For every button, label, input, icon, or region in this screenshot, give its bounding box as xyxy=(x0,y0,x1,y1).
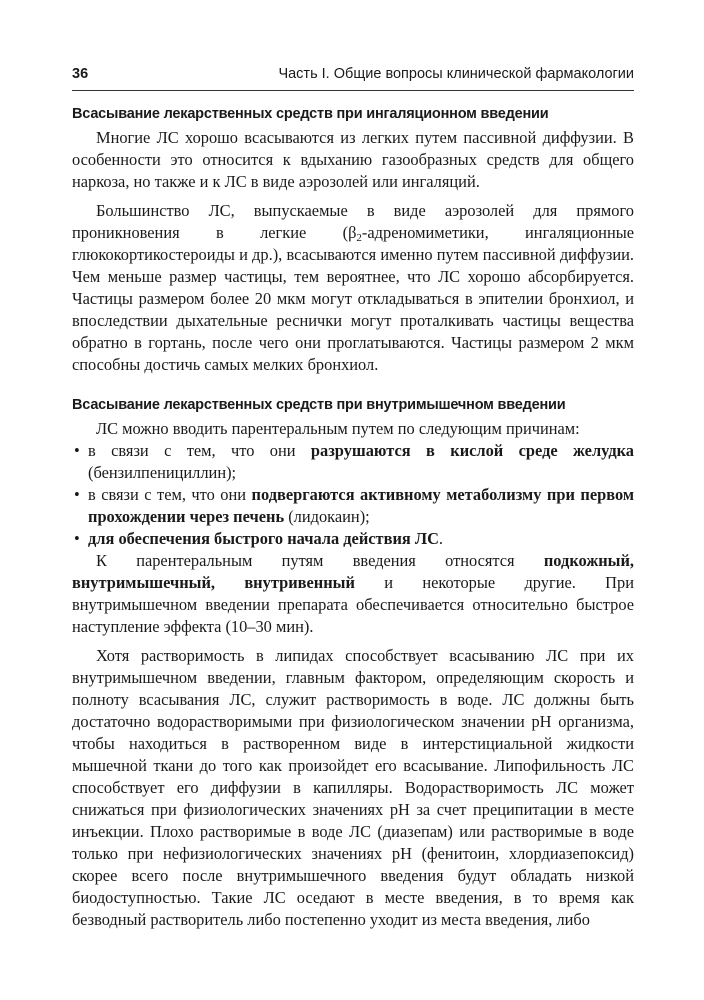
running-title: Часть I. Общие вопросы клинической фармакологии xyxy=(278,66,634,82)
list-item: • в связи с тем, что они разрушаются в кислой среде желудка (бензилпенициллин); xyxy=(72,440,634,484)
paragraph: ЛС можно вводить парентеральным путем по следующим причинам: xyxy=(96,419,580,438)
list-item: • для обеспечения быстрого начала действия ЛС. xyxy=(72,528,634,550)
section-heading-inhalation: Всасывание лекарственных средств при ингаляционном введении xyxy=(72,106,549,122)
paragraph: К парентеральным путям введения относятся подкожный, внутримышечный, внутривенный и некоторые другие. При внутримышечном введении препарата обеспечивается относительно быстрое наступление эффекта (10–30 мин). xyxy=(72,551,634,636)
reasons-list xyxy=(72,440,634,550)
page-number: 36 xyxy=(72,66,89,82)
paragraph: Многие ЛС хорошо всасываются из легких путем пассивной диффузии. В особенности это относится к вдыханию газообразных средств для общего наркоза, но также и к ЛС в виде аэрозолей или ингаляций. xyxy=(72,128,634,191)
page-header xyxy=(72,64,634,91)
list-item: • в связи с тем, что они подвергаются активному метаболизму при первом прохождении через печень (лидокаин); xyxy=(72,484,634,528)
paragraph: Большинство ЛС, выпускаемые в виде аэрозолей для прямого проникновения в легкие ($\beta_2$-адреномиметики, ингаляционные глюкокортикостероиды и др.), всасываются именно путем пассивной диффузии. Чем меньше размер частицы, тем вероятнее, что ЛС хорошо абсорбируется. Частицы размером более 20 мкм могут откладываться в эпителии бронхиол, и впоследствии дыхательные реснички могут проталкивать частицы вещества обратно в гортань, после чего они проглатываются. Частицы размером 2 мкм способны достичь самых мелких бронхиол. xyxy=(72,201,635,374)
subscript: 2 xyxy=(356,232,362,244)
section-heading-intramuscular: Всасывание лекарственных средств при внутримышечном введении xyxy=(72,397,566,413)
page-body xyxy=(72,97,634,931)
paragraph: Хотя растворимость в липидах способствует всасыванию ЛС при их внутримышечном введении, главным фактором, определяющим скорость и полноту всасывания ЛС, служит растворимость в воде. ЛС должны быть достаточно водорастворимыми при физиологическом значении рН организма, чтобы находиться в растворенном виде в интерстициальной жидкости мышечной ткани до того как произойдет его всасывание. Липофильность ЛС способствует его диффузии в капилляры. Водорастворимость ЛС может снижаться при физиологических значениях рН за счет преципитации в месте инъекции. Плохо растворимые в воде ЛС (диазепам) или растворимые в воде только при нефизиологических значениях рН (фенитоин, хлордиазепоксид) скорее всего после внутримышечного введения будут обладать низкой биодоступностью. Такие ЛС оседают в месте введения, в то время как безводный растворитель либо постепенно уходит из места введения, либо xyxy=(72,646,634,929)
